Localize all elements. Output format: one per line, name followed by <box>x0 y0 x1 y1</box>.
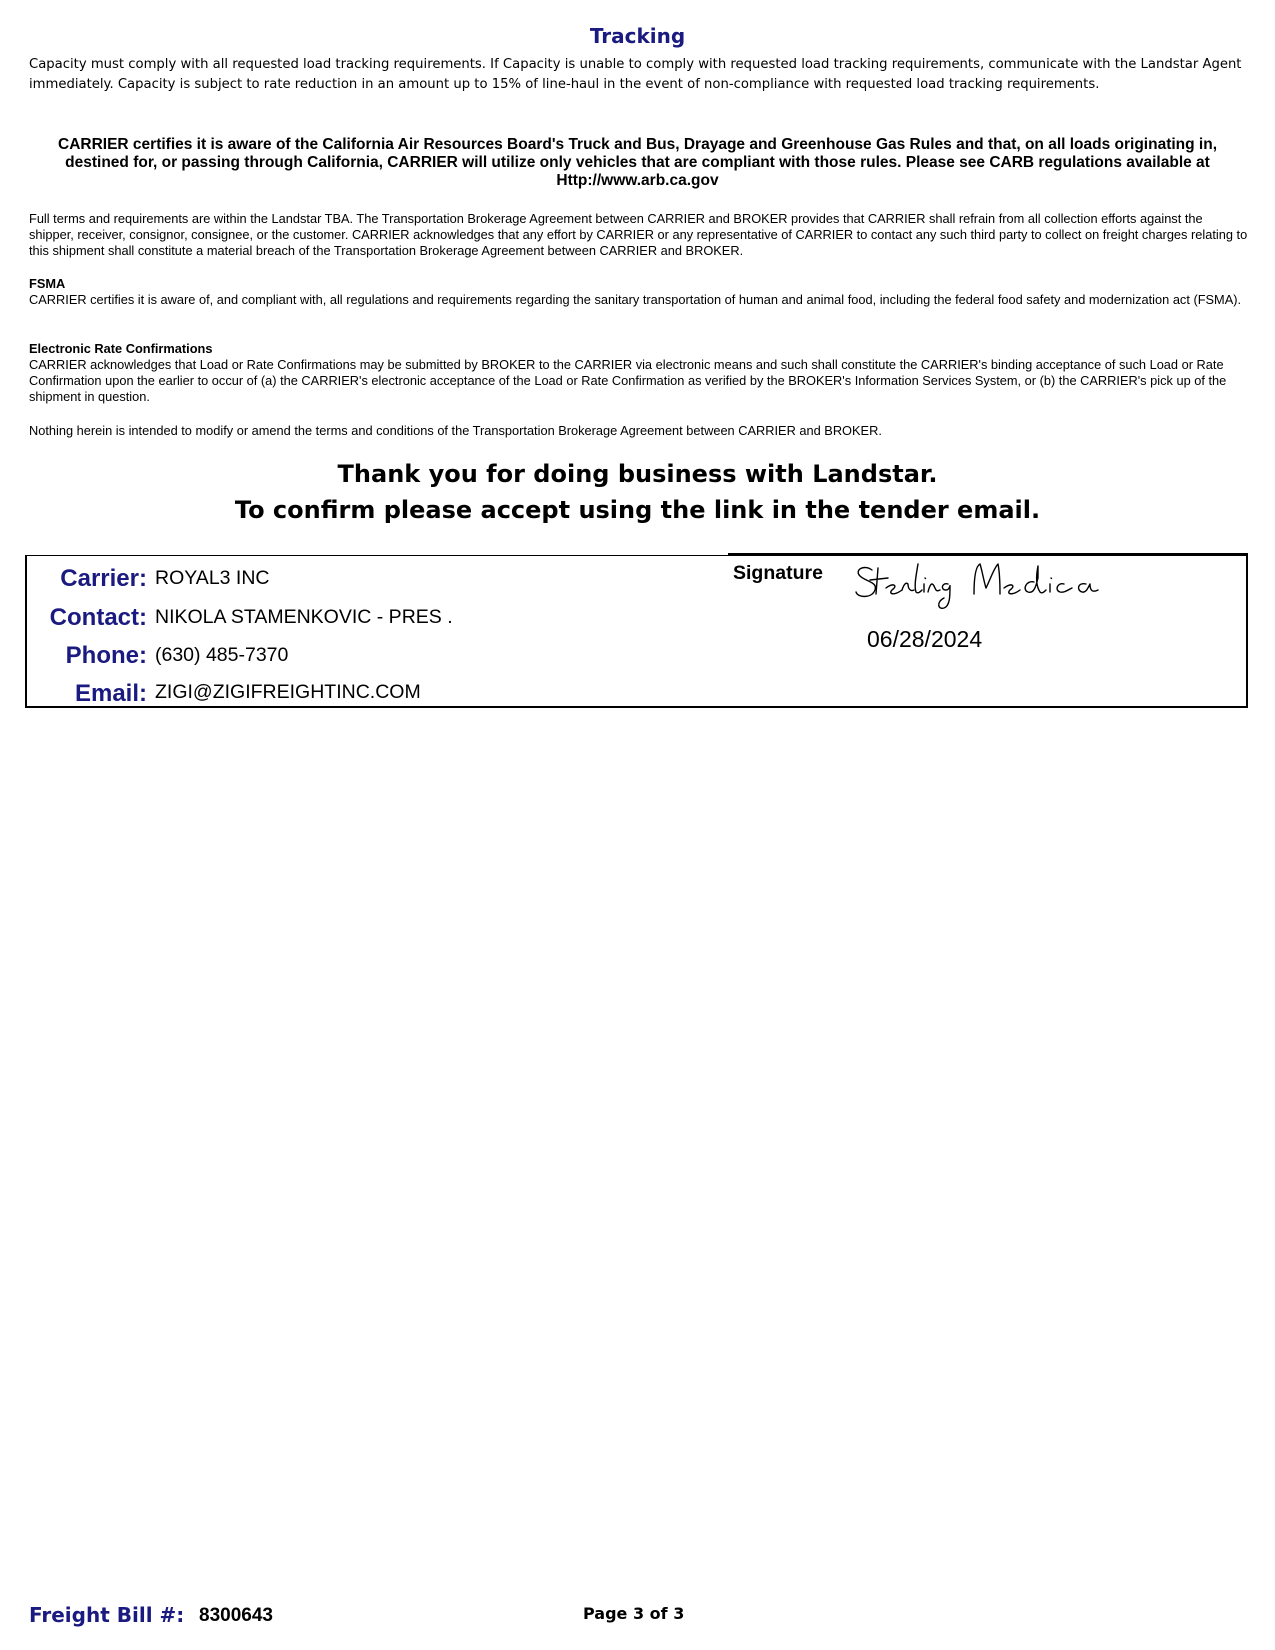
phone-value: (630) 485-7370 <box>155 644 289 666</box>
carrier-value: ROYAL3 INC <box>155 567 270 589</box>
signature-label: Signature <box>733 562 823 584</box>
signature-box-top-rule <box>728 553 1248 555</box>
fsma-body: CARRIER certifies it is aware of, and compliant with, all regulations and requirements regarding the sanitary transportation of human and animal food, including the federal food safety and modernization act (FSMA). <box>29 292 1242 307</box>
email-label: Email: <box>74 680 147 707</box>
erc-heading: Electronic Rate Confirmations <box>29 341 213 356</box>
carb-notice: CARRIER certifies it is aware of the California Air Resources Board's Truck and Bus, Drayage and Greenhouse Gas Rules and that, on all loads originating in, destined for, or passing through California, CARRIER will utilize only vehicles that are compliant with those rules. Please see CARB regulations available at Http://www.arb.ca.gov <box>58 136 1217 189</box>
carrier-label: Carrier: <box>60 565 147 592</box>
contact-value: NIKOLA STAMENKOVIC - PRES . <box>155 606 453 628</box>
tracking-heading: Tracking <box>589 24 686 48</box>
erc-body: CARRIER acknowledges that Load or Rate Confirmations may be submitted by BROKER to the CARRIER via electronic means and such shall constitute the CARRIER's binding acceptance of such Load or Rate Confirmation upon the earlier to occur of (a) the CARRIER's electronic acceptance of the Load or Rate Confirmation as verified by the BROKER's Information Services System, or (b) the CARRIER's pick up of the shipment in question. <box>29 357 1227 404</box>
full-terms-paragraph: Full terms and requirements are within the Landstar TBA. The Transportation Brokerage Agreement between CARRIER and BROKER provides that CARRIER shall refrain from all collection efforts against the shipper, receiver, consignor, consignee, or the customer. CARRIER acknowledges that any effort by CARRIER or any representative of CARRIER to contact any such third party to collect on freight charges relating to this shipment shall constitute a material breach of the Transportation Brokerage Agreement between CARRIER and BROKER. <box>29 211 1248 258</box>
confirm-instruction-line: To confirm please accept using the link in the tender email. <box>234 496 1041 524</box>
signature-date: 06/28/2024 <box>867 626 983 652</box>
thank-you-line: Thank you for doing business with Landstar. <box>337 460 938 488</box>
erc-section <box>29 341 1249 405</box>
freight-bill-label: Freight Bill #: <box>29 1603 185 1627</box>
email-value: ZIGI@ZIGIFREIGHTINC.COM <box>155 681 421 703</box>
handwritten-signature <box>850 556 1120 616</box>
thank-you-message <box>0 456 1275 528</box>
fsma-section <box>29 276 1249 308</box>
contact-label: Contact: <box>49 604 147 631</box>
phone-label: Phone: <box>65 642 147 669</box>
page-number: Page 3 of 3 <box>583 1604 685 1623</box>
fsma-heading: FSMA <box>29 276 66 291</box>
tracking-paragraph: Capacity must comply with all requested load tracking requirements. If Capacity is unable to comply with requested load tracking requirements, communicate with the Landstar Agent immediately. Capacity is subject to rate reduction in an amount up to 15% of line-haul in the event of non-compliance with requested load tracking requirements. <box>29 57 1242 92</box>
freight-bill-number: 8300643 <box>199 1605 273 1626</box>
nothing-herein-paragraph: Nothing herein is intended to modify or amend the terms and conditions of the Transportation Brokerage Agreement between CARRIER and BROKER. <box>29 423 882 438</box>
